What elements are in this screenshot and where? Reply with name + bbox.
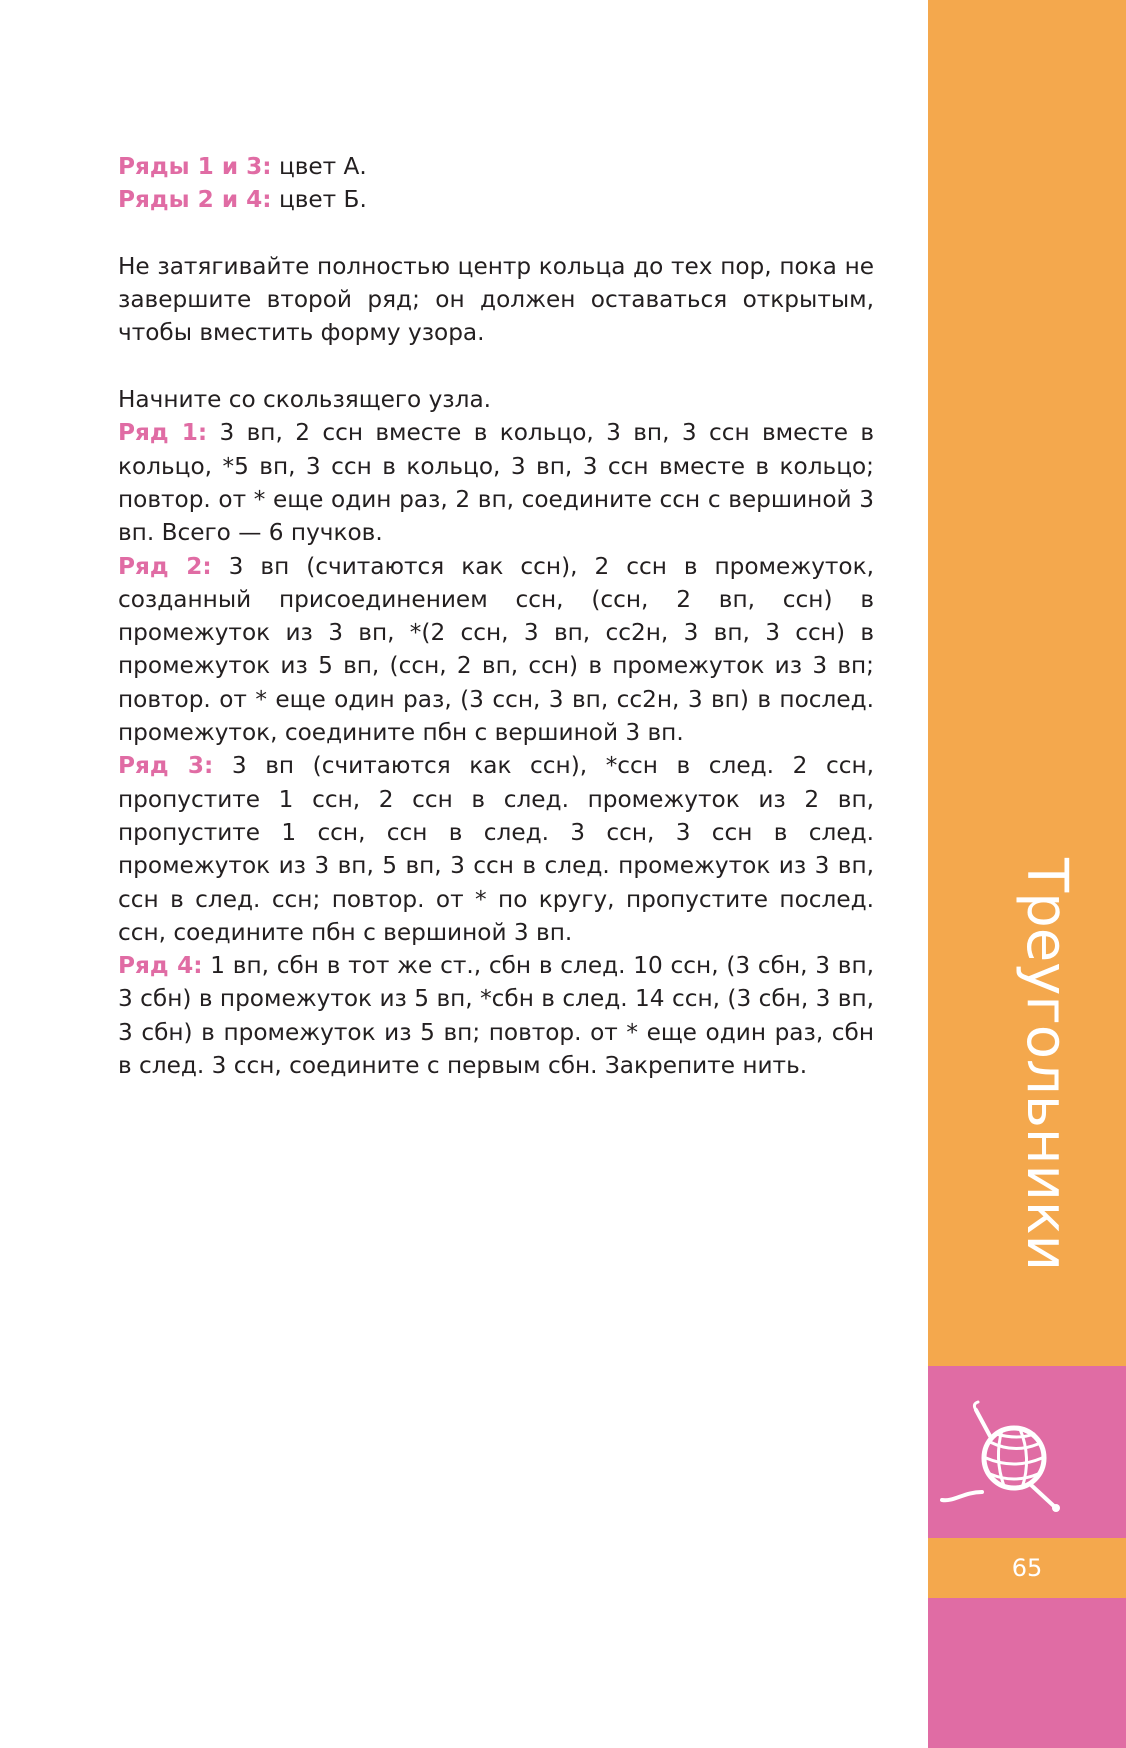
row-4-label: Ряд 4: [118,952,203,980]
page-number: 65 [1011,1554,1043,1582]
row-4-text: 1 вп, сбн в тот же ст., сбн в след. 10 ссн, (3 сбн, 3 вп, 3 сбн) в промежуток из 5 вп, *сбн в след. 14 ссн, (3 сбн, 3 вп, 3 сбн) в промежуток из 5 вп; повтор. от * еще один раз, сбн в след. 3 ссн, соедините с первым сбн. Закрепите нить. [118,952,874,1080]
row-2-instruction [118,550,874,750]
row-2-label: Ряд 2: [118,552,212,580]
row-4-instruction [118,949,874,1082]
intro-line: Начните со скользящего узла. [118,386,492,414]
row-3-text: 3 вп (считаются как ссн), *ссн в след. 2 ссн, пропустите 1 ссн, 2 ссн в след. промежуток из 2 вп, пропустите 1 ссн, ссн в след. 3 ссн, 3 ссн в след. промежуток из 3 вп, 5 вп, 3 ссн в след. промежуток из 3 вп, ссн в след. ссн; повтор. от * по кругу, пропустите послед. ссн, соедините пбн с вершиной 3 вп. [118,752,874,946]
spacer [118,217,874,250]
rows-1-3-label: Ряды 1 и 3: [118,153,272,180]
row-2-text: 3 вп (считаются как ссн), 2 ссн в промежуток, созданный присоединением ссн, (ссн, 2 вп, ссн) в промежуток из 3 вп, *(2 ссн, 3 вп, сс2н, 3 вп, 3 ссн) в промежуток из 5 вп, (ссн, 2 вп, ссн) в промежуток из 3 вп; повтор. от * еще один раз, (3 ссн, 3 вп, сс2н, 3 вп) в послед. промежуток, соедините пбн с вершиной 3 вп. [118,552,874,747]
sidebar [928,0,1126,1748]
row-1-text: 3 вп, 2 ссн вместе в кольцо, 3 вп, 3 ссн вместе в кольцо, *5 вп, 3 ссн в кольцо, 3 вп, 3 ссн вместе в кольцо; повтор. от * еще один раз, 2 вп, соедините ссн с вершиной 3 вп. Всего — 6 пучков. [118,419,875,547]
ring-note-paragraph: Не затягивайте полностью центр кольца до тех пор, пока не завершите второй ряд; он должен оставаться открытым, чтобы вместить форму узора. [118,252,874,347]
sidebar-bottom-band [928,1598,1126,1748]
rows-1-3-text: цвет А. [271,153,367,180]
row-3-instruction [118,749,874,949]
instructions-text [118,150,874,1082]
row-1-label: Ряд 1: [118,419,208,447]
spacer [118,350,874,383]
rows-2-4-label: Ряды 2 и 4: [118,186,272,214]
yarn-ball-hook-icon [934,1396,1084,1516]
section-title: Треугольники [1014,858,1079,1272]
row-3-label: Ряд 3: [118,752,214,780]
row-1-instruction [118,416,874,549]
rows-2-4-text: цвет Б. [271,186,367,214]
rows-2-4-line [118,183,874,216]
rows-1-3-line [118,150,874,183]
